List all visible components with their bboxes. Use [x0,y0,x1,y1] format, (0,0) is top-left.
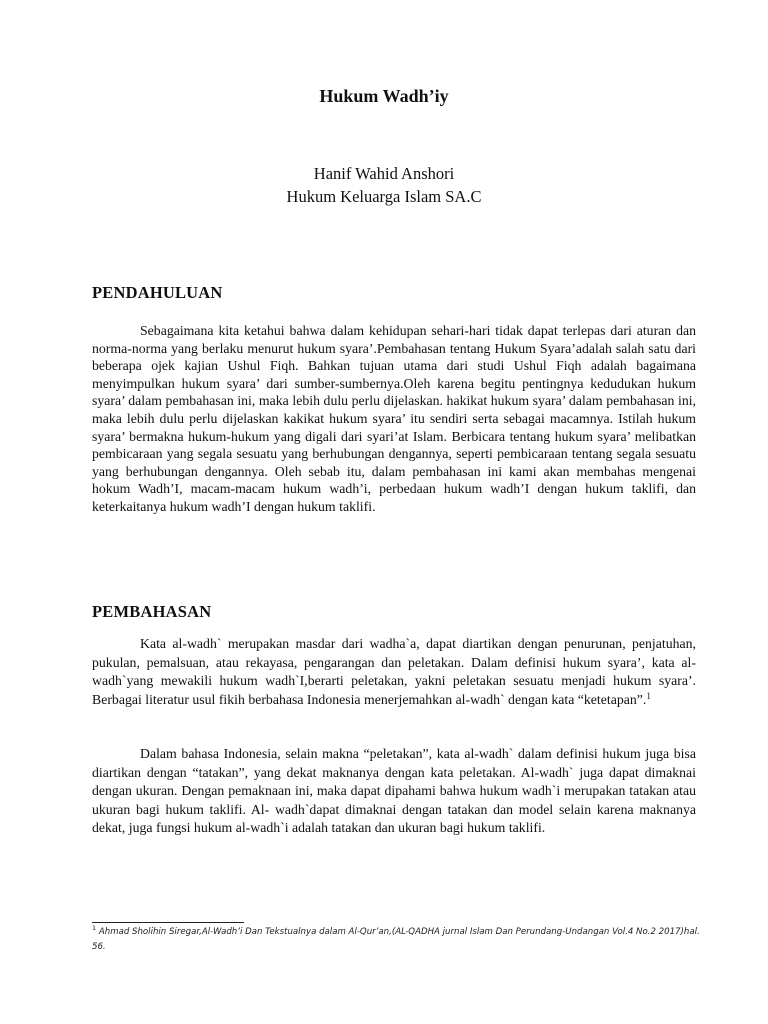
document-title: Hukum Wadh’iy [319,86,449,106]
author-block [0,162,768,208]
footnote-text: Ahmad Sholihin Siregar,Al-Wadh’i Dan Tekstualnya dalam Al-Qur’an,(AL-QADHA jurnal Islam Dan Perundang-Undangan Vol.4 No.2 2017)hal. 56. [92,927,700,952]
section-heading-pendahuluan: PENDAHULUAN [92,283,223,302]
intro-paragraph: Sebagaimana kita ketahui bahwa dalam kehidupan sehari-hari tidak dapat terlepas dari aturan dan norma-norma yang berlaku menurut hukum syara’.Pembahasan tentang Hukum Syara’adalah salah satu dari beberapa ojek kajian Ushul Fiqh. Bahkan tujuan utama dari studi Ushul Fiqh adalah bagaimana menyimpulkan hukum syara’ dari sumber-sumbernya.Oleh karena begitu pentingnya kedudukan hukum syara’ dalam pembahasan ini, maka lebih dulu perlu dijelaskan. hakikat hukum syara’ dalam pembahasan ini, maka lebih dulu perlu dijelaskan kakikat hukum syara’ itu sendiri serta sebagai macamnya. Istilah hukum syara’ bermakna hukum-hukum yang digali dari syari’at Islam. Berbicara tentang hukum syara’ melibatkan pembicaraan yang segala sesuatu yang berhubungan dengannya, seperti pembicaraan tentang segala sesuatu yang berhubungan dengannya. Oleh sebab itu, dalam pembahasan ini kami akan membahas mengenai hokum Wadh’I, macam-macam hukum wadh’i, perbedaan hukum wadh’I dengan hukum taklifi, dan keterkaitanya hukum wadh’I dengan hukum taklifi. [92,323,696,514]
section-heading-pembahasan: PEMBAHASAN [92,602,212,621]
footnote-separator [92,922,244,923]
footnote [92,925,704,955]
footnote-number: 1 [92,924,97,932]
author-affiliation: Hukum Keluarga Islam SA.C [286,187,482,206]
footnote-reference[interactable]: 1 [646,690,651,701]
body-paragraph-1-text: Kata al-wadh` merupakan masdar dari wadha`a, dapat diartikan dengan penurunan, penjatuhan, pukulan, pemalsuan, atau rekayasa, pengarangan dan peletakan. Dalam definisi hukum syara’, kata al-wadh`yang mewakili hukum wadh`I,berarti peletakan, yakni peletakan sesuatu menjadi hukum syara’. Berbagai literatur usul fikih berbahasa Indonesia menerjemahkan al-wadh` dengan kata “ketetapan”. [92,636,696,707]
author-name: Hanif Wahid Anshori [313,164,455,183]
body-paragraph-2: Dalam bahasa Indonesia, selain makna “peletakan”, kata al-wadh` dalam definisi hukum juga bisa diartikan dengan “tatakan”, yang dekat maknanya dengan kata peletakan. Al-wadh` juga dapat dimaknai dengan ukuran. Dengan pemaknaan ini, maka dapat dipahami bahwa hukum wadh`i merupakan tatakan atau ukuran bagi hukum taklifi. Al- wadh`dapat dimaknai dengan tatakan dan model selain karena maknanya dekat, juga fungsi hukum al-wadh`i adalah tatakan dan ukuran bagi hukum taklifi. [92,746,696,836]
body-paragraph-1 [92,635,696,709]
